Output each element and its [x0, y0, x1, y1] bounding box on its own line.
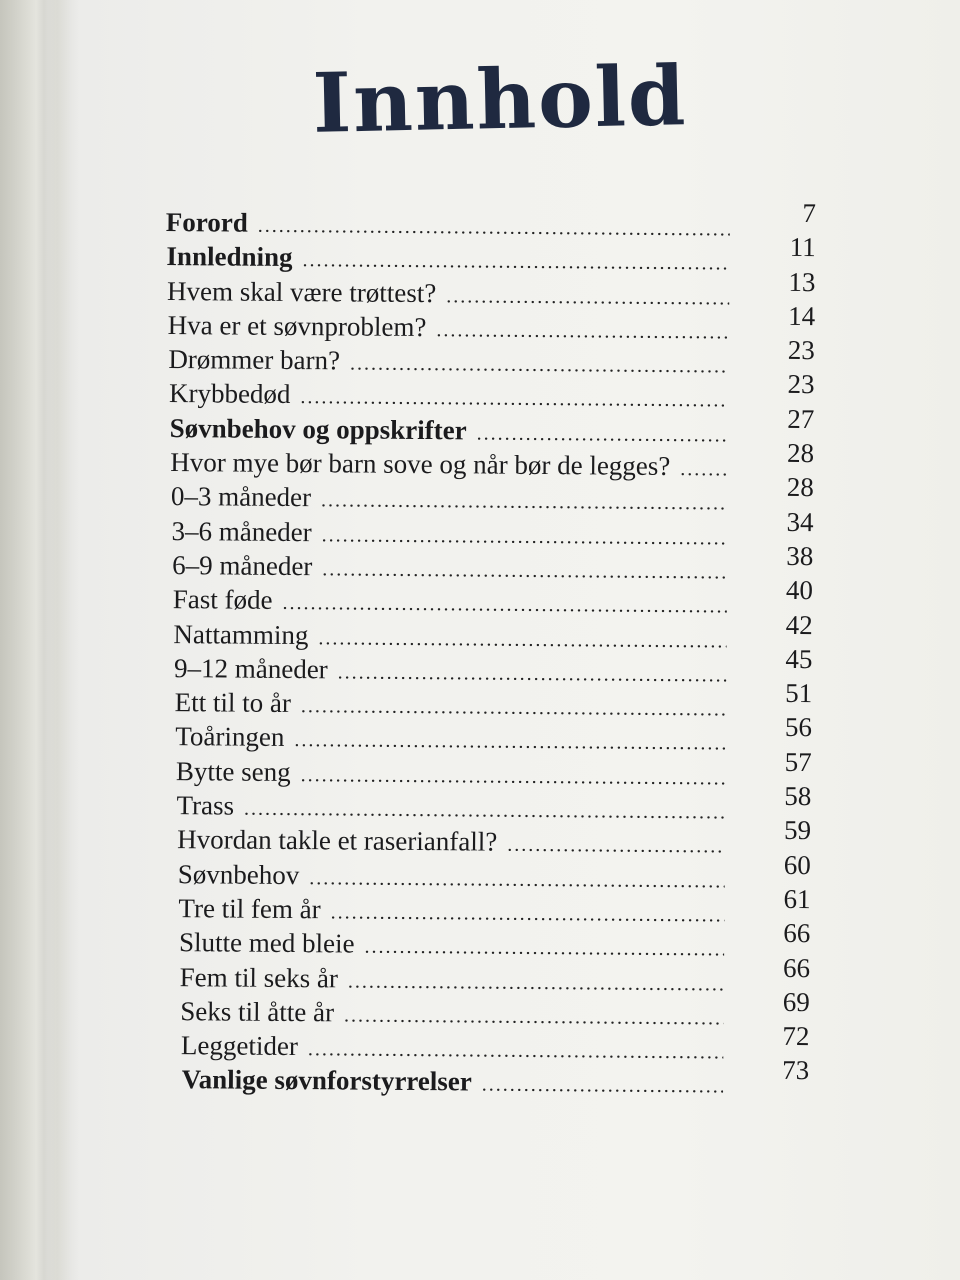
toc-leader-dots	[321, 484, 728, 521]
toc-entry-label: Fem til seks år	[179, 961, 339, 993]
toc-entry-page-number: 61	[783, 883, 811, 915]
toc-entry-label: 6–9 måneder	[172, 550, 313, 582]
toc-entry-label: Innledning	[166, 241, 293, 273]
toc-entry-page-number: 69	[782, 986, 810, 1017]
toc-leader-dots	[348, 964, 724, 1001]
toc-entry-page-number: 28	[786, 472, 814, 503]
toc-leader-dots	[364, 930, 724, 967]
toc-entry	[165, 197, 817, 244]
toc-entry-label: Drømmer barn?	[168, 344, 341, 376]
toc-entry-label: Hvordan takle et raserianfall?	[177, 824, 498, 857]
toc-entry-page-number: 23	[787, 369, 815, 400]
toc-leader-dots	[322, 518, 728, 555]
toc-entry-page-number: 73	[782, 1055, 810, 1086]
toc-leader-dots	[436, 313, 729, 349]
toc-entry-label: Fast føde	[172, 584, 273, 616]
toc-entry-label: Slutte med bleie	[178, 927, 355, 959]
toc-entry-page-number: 38	[786, 540, 814, 572]
toc-entry-label: Tre til fem år	[178, 893, 321, 925]
toc-entry-page-number: 57	[784, 746, 812, 777]
toc-leader-dots	[331, 895, 725, 932]
toc-entry-page-number: 40	[785, 575, 814, 606]
toc-entry-label: Nattamming	[173, 618, 309, 650]
toc-entry-label: Bytte seng	[175, 755, 291, 787]
toc-leader-dots	[258, 209, 730, 247]
toc-leader-dots	[338, 655, 727, 692]
toc-entry-page-number: 42	[785, 609, 813, 640]
toc-leader-dots	[507, 828, 725, 864]
toc-entry-page-number: 13	[788, 266, 816, 297]
toc-leader-dots	[294, 723, 726, 760]
toc-leader-dots	[301, 758, 726, 795]
toc-entry-label: Trass	[176, 790, 235, 821]
toc-entry-page-number: 7	[802, 197, 817, 229]
toc-entry-page-number: 27	[787, 403, 815, 434]
toc-leader-dots	[309, 861, 725, 898]
toc-entry-page-number: 66	[783, 918, 811, 949]
toc-entry-label: Ett til to år	[174, 687, 292, 719]
toc-leader-dots	[482, 1068, 724, 1104]
toc-leader-dots	[282, 586, 727, 623]
toc-entry-page-number: 58	[784, 780, 812, 812]
table-of-contents	[159, 197, 817, 1102]
toc-leader-dots	[322, 552, 727, 589]
toc-leader-dots	[350, 347, 729, 384]
toc-entry-label: Leggetider	[180, 1030, 299, 1062]
toc-entry-page-number: 51	[785, 678, 813, 709]
toc-entry-page-number: 23	[787, 335, 815, 366]
toc-entry-label: Søvnbehov	[177, 858, 300, 890]
toc-entry-page-number: 56	[784, 712, 813, 743]
toc-entry-label: Søvnbehov og oppskrifter	[169, 412, 467, 446]
toc-leader-dots	[680, 452, 728, 486]
toc-entry-page-number: 14	[788, 300, 816, 331]
toc-entry-page-number: 60	[783, 849, 811, 880]
toc-entry-label: Toåringen	[175, 721, 285, 753]
toc-entry-page-number: 28	[786, 437, 815, 469]
toc-entry-label: 0–3 måneder	[170, 481, 312, 513]
toc-entry-page-number: 11	[789, 232, 816, 263]
toc-entry-page-number: 34	[786, 506, 814, 537]
toc-entry-label: Krybbedød	[168, 378, 291, 410]
toc-entry-page-number: 45	[785, 643, 813, 674]
toc-entry-label: 9–12 måneder	[173, 652, 328, 685]
toc-leader-dots	[477, 416, 729, 452]
toc-leader-dots	[344, 998, 724, 1035]
toc-entry-label: Hva er et søvnproblem?	[167, 309, 427, 342]
toc-entry-label: 3–6 måneder	[171, 515, 312, 547]
toc-entry-label: Hvor mye bør barn sove og når bør de legges?	[170, 447, 671, 482]
toc-leader-dots	[446, 279, 729, 315]
toc-entry-label: Vanlige søvnforstyrrelser	[181, 1064, 472, 1097]
toc-entry-page-number: 72	[782, 1020, 810, 1052]
toc-leader-dots	[318, 621, 726, 658]
toc-entry-label: Seks til åtte år	[180, 995, 335, 1028]
toc-leader-dots	[301, 689, 726, 726]
toc-entry-page-number: 66	[782, 952, 811, 983]
toc-entry-page-number: 59	[783, 815, 812, 846]
toc-entry-label: Forord	[165, 206, 248, 238]
toc-entry-label: Hvem skal være trøttest?	[167, 275, 437, 308]
page-title: Innhold	[311, 48, 689, 152]
